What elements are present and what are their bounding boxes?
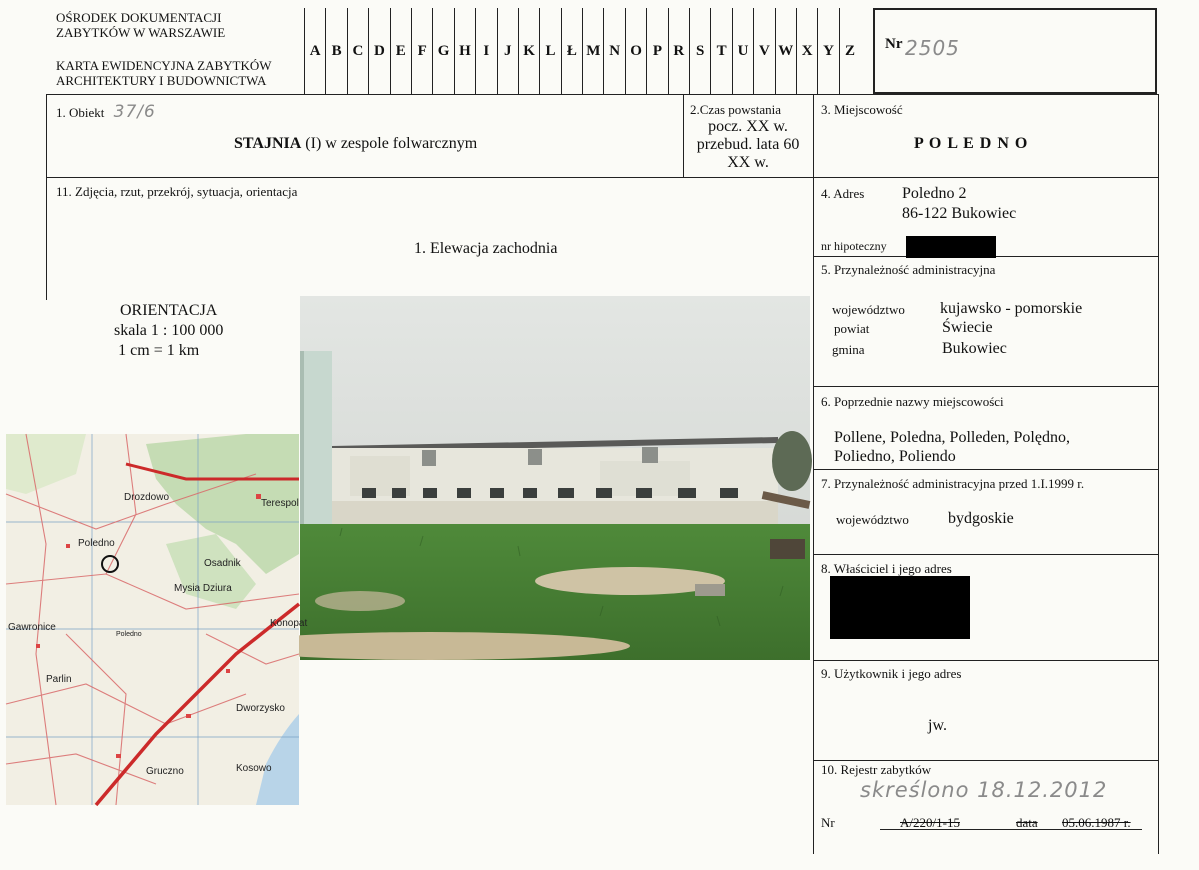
orientation-map [6, 434, 308, 805]
adres-line-1: Poledno 2 [902, 185, 967, 202]
czas-line-2: przebud. lata 60 [696, 136, 800, 153]
alphabet-letter-E: E [390, 8, 411, 94]
alphabet-letter-L: L [539, 8, 560, 94]
map-label: Kosowo [236, 763, 272, 774]
rejestr-data-value: 05.06.1987 r. [1062, 815, 1131, 830]
hipoteczny-label: nr hipoteczny [821, 239, 887, 253]
map-label: Osadnik [204, 558, 241, 569]
photo-west-elevation [300, 296, 810, 660]
uzytkownik-label: 9. Użytkownik i jego adres [821, 666, 962, 681]
nr-value: 2505 [905, 36, 960, 60]
alphabet-letter-M: M [582, 8, 603, 94]
alphabet-letter-J: J [497, 8, 518, 94]
top-border [46, 94, 1158, 95]
alphabet-letter-B: B [325, 8, 346, 94]
alphabet-letter-F: F [411, 8, 432, 94]
nr-label: Nr [885, 36, 903, 52]
poprzednie-line-1: Pollene, Poledna, Polleden, Polędno, [834, 429, 1070, 446]
divider-7-8 [813, 554, 1158, 555]
alphabet-letter-K: K [518, 8, 539, 94]
miejscowosc-value: P O L E D N O [914, 135, 1029, 152]
alphabet-letter-Y: Y [817, 8, 838, 94]
alphabet-letter-Ł: Ł [561, 8, 582, 94]
rejestr-nr-value: A/220/1-15 [900, 815, 960, 830]
miejscowosc-label: 3. Miejscowość [821, 102, 903, 117]
przed1999-woj-value: bydgoskie [948, 510, 1014, 527]
czas-line-1: pocz. XX w. [708, 118, 788, 135]
divider-8-9 [813, 660, 1158, 661]
alphabet-letter-A: A [304, 8, 325, 94]
obiekt-name-bold: STAJNIA [234, 135, 302, 152]
map-label: Poledno [78, 538, 115, 549]
alphabet-letter-W: W [775, 8, 796, 94]
alphabet-index [304, 8, 860, 94]
czas-label: 2.Czas powstania [690, 102, 781, 117]
alphabet-letter-C: C [347, 8, 368, 94]
card-title-line-2: ARCHITEKTURY I BUDOWNICTWA [56, 73, 267, 88]
adres-lines [902, 184, 1016, 224]
woj-label: województwo [832, 302, 905, 317]
obiekt-label [56, 102, 156, 122]
redacted-owner [830, 576, 970, 639]
gmina-value: Bukowiec [942, 340, 1007, 357]
left-border [46, 94, 47, 300]
nr-box [873, 8, 1157, 94]
przynaleznosc-label: 5. Przynależność administracyjna [821, 262, 996, 277]
adres-line-2: 86-122 Bukowiec [902, 205, 1017, 222]
map-label: Terespol [261, 498, 299, 509]
org-line-1: OŚRODEK DOKUMENTACJI [56, 10, 222, 25]
obiekt-number: 37/6 [113, 102, 156, 122]
czas-values [684, 118, 812, 172]
card-title-line-1: KARTA EWIDENCYJNA ZABYTKÓW [56, 58, 272, 73]
obiekt-label-text: 1. Obiekt [56, 105, 105, 120]
powiat-value: Świecie [942, 319, 993, 336]
map-label: Poledno [116, 631, 142, 638]
powiat-label: powiat [834, 321, 870, 336]
orientation-title: ORIENTACJA [119, 302, 218, 319]
poprzednie-label: 6. Poprzednie nazwy miejscowości [821, 394, 1004, 409]
alphabet-letter-D: D [368, 8, 389, 94]
alphabet-letter-P: P [646, 8, 667, 94]
przed1999-woj-label: województwo [836, 512, 909, 527]
przed1999-label: 7. Przynależność administracyjna przed 1.I.1999 r. [821, 476, 1085, 491]
map-svg [6, 434, 308, 805]
poprzednie-values [834, 428, 1070, 466]
alphabet-letter-V: V [753, 8, 774, 94]
map-label: Drozdowo [124, 492, 170, 503]
card-title [56, 58, 272, 88]
map-label: Konopat [270, 618, 308, 629]
obiekt-name [234, 135, 477, 153]
org-name [56, 10, 225, 40]
orientation-scale: skala 1 : 100 000 [114, 322, 224, 339]
alphabet-letter-I: I [475, 8, 496, 94]
alphabet-letter-U: U [732, 8, 753, 94]
map-label: Gruczno [146, 766, 184, 777]
rejestr-nr-label: Nr [821, 815, 835, 830]
alphabet-letter-H: H [454, 8, 475, 94]
czas-line-3: XX w. [727, 154, 769, 171]
rejestr-data-label: data [1016, 815, 1038, 830]
photo-caption: 1. Elewacja zachodnia [414, 240, 558, 257]
row1-bottom-border [46, 177, 1158, 178]
alphabet-letter-R: R [668, 8, 689, 94]
alphabet-letter-O: O [625, 8, 646, 94]
right-edge-border [1158, 94, 1159, 854]
map-label: Parlin [46, 674, 72, 685]
obiekt-name-rest: (I) w zespole folwarcznym [301, 135, 478, 152]
alphabet-letter-S: S [689, 8, 710, 94]
alphabet-letter-G: G [432, 8, 453, 94]
poprzednie-line-2: Poliedno, Poliendo [834, 448, 956, 465]
uzytkownik-value: jw. [928, 717, 947, 734]
map-label: Gawronice [8, 622, 56, 633]
rejestr-handwritten: skreślono 18.12.2012 [860, 778, 1108, 802]
divider-5-6 [813, 386, 1158, 387]
orientation-scale-2: 1 cm = 1 km [118, 342, 200, 359]
rejestr-label: 10. Rejestr zabytków [821, 762, 932, 777]
zdjecia-label: 11. Zdjęcia, rzut, przekrój, sytuacja, orientacja [56, 184, 298, 199]
redacted-hipoteczny [906, 236, 996, 258]
adres-label: 4. Adres [821, 186, 865, 201]
alphabet-letter-T: T [710, 8, 731, 94]
woj-value: kujawsko - pomorskie [940, 300, 1083, 317]
org-line-2: ZABYTKÓW W WARSZAWIE [56, 25, 226, 40]
right-column-border [813, 94, 814, 854]
gmina-label: gmina [832, 342, 865, 357]
wlasciciel-label: 8. Właściciel i jego adres [821, 561, 952, 576]
orientation-block [114, 301, 223, 361]
alphabet-letter-X: X [796, 8, 817, 94]
alphabet-letter-N: N [603, 8, 624, 94]
map-label: Dworzysko [236, 703, 285, 714]
rejestr-underline [880, 829, 1142, 830]
photo-svg [300, 296, 810, 660]
divider-6-7 [813, 469, 1158, 470]
map-label: Mysia Dziura [174, 583, 232, 594]
alphabet-letter-Z: Z [839, 8, 860, 94]
divider-9-10 [813, 760, 1158, 761]
